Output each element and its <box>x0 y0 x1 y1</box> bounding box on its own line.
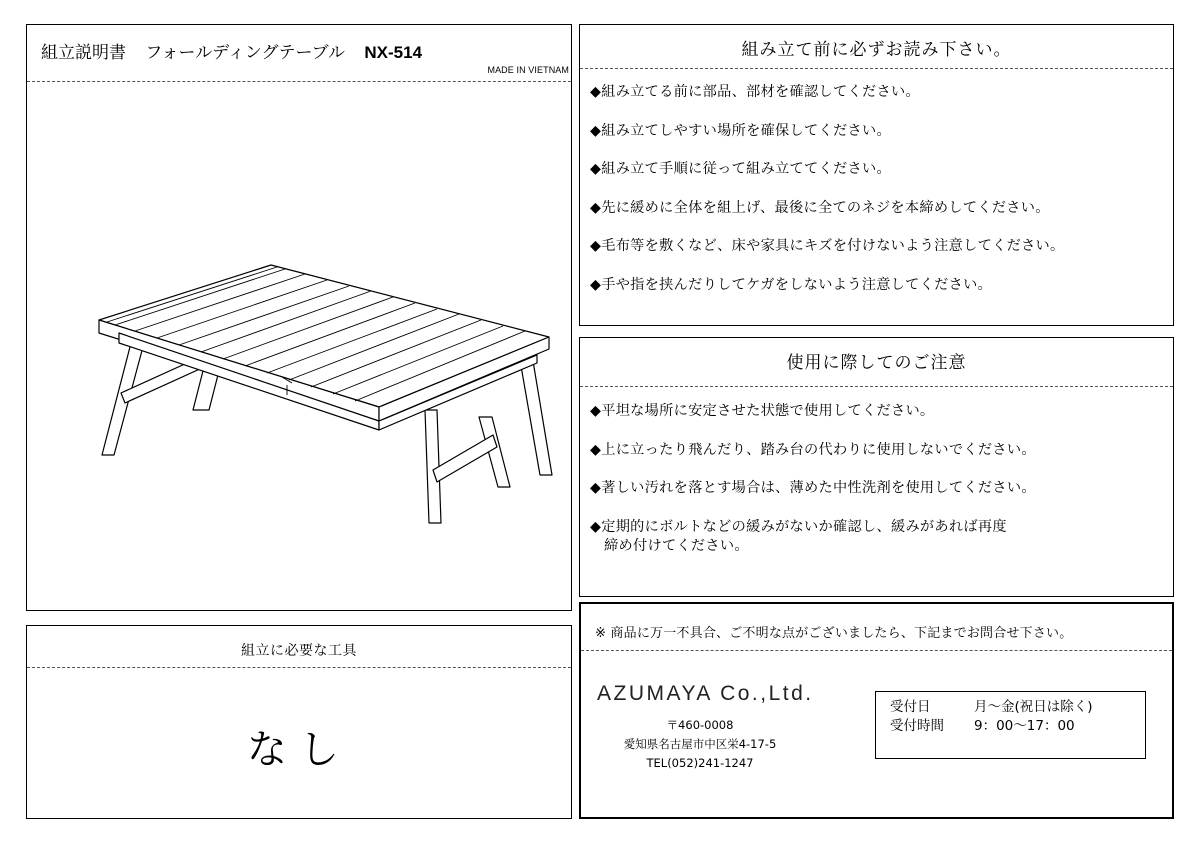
postal-code: 〒460-0008 <box>666 718 734 732</box>
origin-label: MADE IN VIETNAM <box>487 65 569 75</box>
company-name: AZUMAYA Co.,Ltd. <box>597 682 814 705</box>
title-panel <box>26 24 572 611</box>
phone-number: TEL(052)241-1247 <box>646 756 754 770</box>
table-brace-front <box>433 435 497 482</box>
street-address: 愛知県名古屋市中区栄4-17-5 <box>623 737 777 751</box>
divider <box>27 81 571 82</box>
reception-days-value: 月～金(祝日は除く) <box>974 699 1093 715</box>
list-item: ◆手や指を挟んだりしてケガをしないよう注意してください。 <box>590 276 993 293</box>
divider <box>580 68 1173 69</box>
usage-notes-panel <box>579 337 1174 597</box>
contact-note: ※ 商品に万一不具合、ご不明な点がございましたら、下記までお問合せ下さい。 <box>595 626 1073 641</box>
divider <box>581 650 1172 651</box>
divider <box>580 386 1173 387</box>
read-before-heading: 組み立て前に必ずお読み下さい。 <box>741 40 1012 60</box>
contact-panel <box>579 602 1174 819</box>
list-item <box>590 518 1167 556</box>
title-row <box>41 38 422 63</box>
list-item: ◆先に緩めに全体を組上げ、最後に全てのネジを本締めしてください。 <box>590 199 1050 216</box>
reception-hours-row <box>890 717 1145 736</box>
reception-hours-box <box>875 691 1146 759</box>
usage-notes-list <box>590 402 1167 575</box>
divider <box>27 667 571 668</box>
list-item: ◆上に立ったり飛んだり、踏み台の代わりに使用しないでください。 <box>590 441 1036 458</box>
read-before-list <box>590 83 1167 314</box>
company-address <box>615 716 785 773</box>
list-item: ◆組み立て手順に従って組み立ててください。 <box>590 161 891 177</box>
model-number: NX-514 <box>364 43 423 62</box>
tools-heading: 組立に必要な工具 <box>241 643 357 659</box>
reception-hours-label: 受付時間 <box>890 718 944 734</box>
list-item: ◆平坦な場所に安定させた状態で使用してください。 <box>590 403 935 419</box>
reception-days-label: 受付日 <box>890 699 931 715</box>
reception-hours-value: 9：00～17：00 <box>974 718 1075 734</box>
product-name: フォールディングテーブル <box>145 43 345 63</box>
reception-days-row <box>890 698 1145 717</box>
list-item: ◆毛布等を敷くなど、床や家具にキズを付けないよう注意してください。 <box>590 238 1065 254</box>
list-item-line: ◆定期的にボルトなどの緩みがないか確認し、緩みがあれば再度 <box>590 518 1007 535</box>
list-item: ◆組み立てる前に部品、部材を確認してください。 <box>590 84 920 100</box>
tools-value: なし <box>247 727 351 773</box>
usage-notes-heading: 使用に際してのご注意 <box>786 353 967 373</box>
doc-title: 組立説明書 <box>41 43 126 63</box>
read-before-panel <box>579 24 1174 326</box>
list-item: ◆著しい汚れを落とす場合は、薄めた中性洗剤を使用してください。 <box>590 480 1036 496</box>
tools-panel <box>26 625 572 819</box>
table-illustration <box>87 225 557 535</box>
list-item: ◆組み立てしやすい場所を確保してください。 <box>590 122 891 139</box>
list-item-continued: 締め付けてください。 <box>604 537 749 554</box>
